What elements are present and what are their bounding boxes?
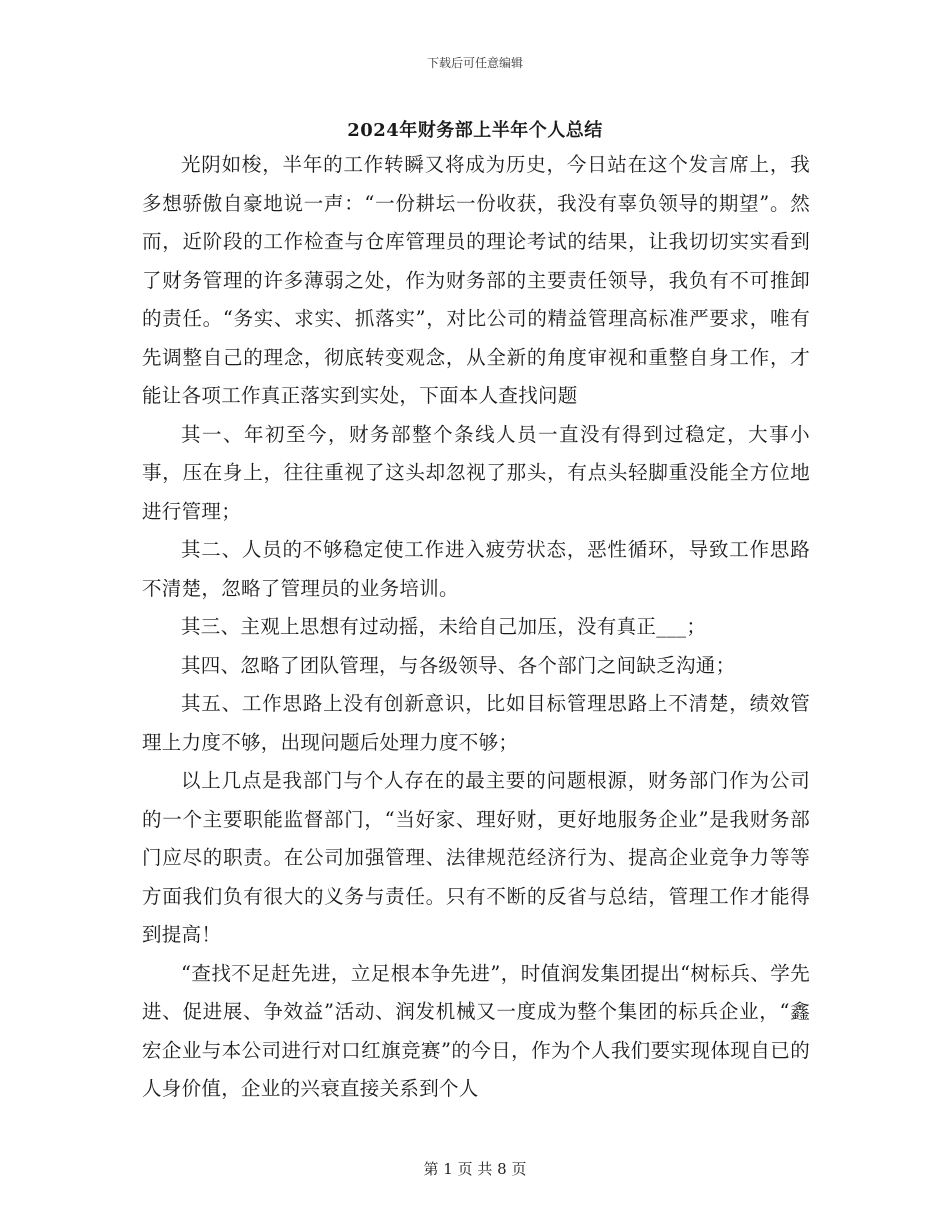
header-note: 下载后可任意编辑 xyxy=(426,56,523,70)
document-body xyxy=(142,146,810,1109)
document-title: 2024年财务部上半年个人总结 xyxy=(347,120,603,141)
paragraph: “查找不足赶先进，立足根本争先进”，时值润发集团提出“树标兵、学先进、促进展、争效益”活动、润发机械又一度成为整个集团的标兵企业，“鑫宏企业与本公司进行对口红旗竞赛”的今日，作为个人我们要实现体现自已的人身价值，企业的兴衰直接关系到个人 xyxy=(142,961,810,1100)
paragraph: 其三、主观上思想有过动摇，未给自己加压，没有真正___； xyxy=(181,615,707,638)
paragraph: 其四、忽略了团队管理，与各级领导、各个部门之间缺乏沟通； xyxy=(181,653,736,677)
paragraph: 光阴如梭，半年的工作转瞬又将成为历史，今日站在这个发言席上，我多想骄傲自豪地说一声：“一份耕坛一份收获，我没有辜负领导的期望”。然而，近阶段的工作检查与仓库管理员的理论考试的结果，让我切切实实看到了财务管理的许多薄弱之处，作为财务部的主要责任领导，我负有不可推卸的责任。“务实、求实、抓落实”，对比公司的精益管理高标准严要求，唯有先调整自己的理念，彻底转变观念，从全新的角度审视和重整自身工作，才能让各项工作真正落实到实处，下面本人查找问题 xyxy=(142,153,810,407)
page-number-footer: 第 1 页 共 8 页 xyxy=(423,1160,527,1178)
paragraph: 其五、工作思路上没有创新意识，比如目标管理思路上不清楚，绩效管理上力度不够，出现问题后处理力度不够； xyxy=(142,692,810,754)
paragraph: 以上几点是我部门与个人存在的最主要的问题根源，财务部门作为公司的一个主要职能监督部门，“当好家、理好财，更好地服务企业”是我财务部门应尽的职责。在公司加强管理、法律规范经济行为、提高企业竞争力等等方面我们负有很大的义务与责任。只有不断的反省与总结，管理工作才能得到提高！ xyxy=(142,769,810,946)
paragraph: 其二、人员的不够稳定使工作进入疲劳状态，恶性循环，导致工作思路不清楚，忽略了管理员的业务培训。 xyxy=(142,538,810,600)
paragraph: 其一、年初至今，财务部整个条线人员一直没有得到过稳定，大事小事，压在身上，往往重视了这头却忽视了那头，有点头轻脚重没能全方位地进行管理； xyxy=(142,422,810,523)
